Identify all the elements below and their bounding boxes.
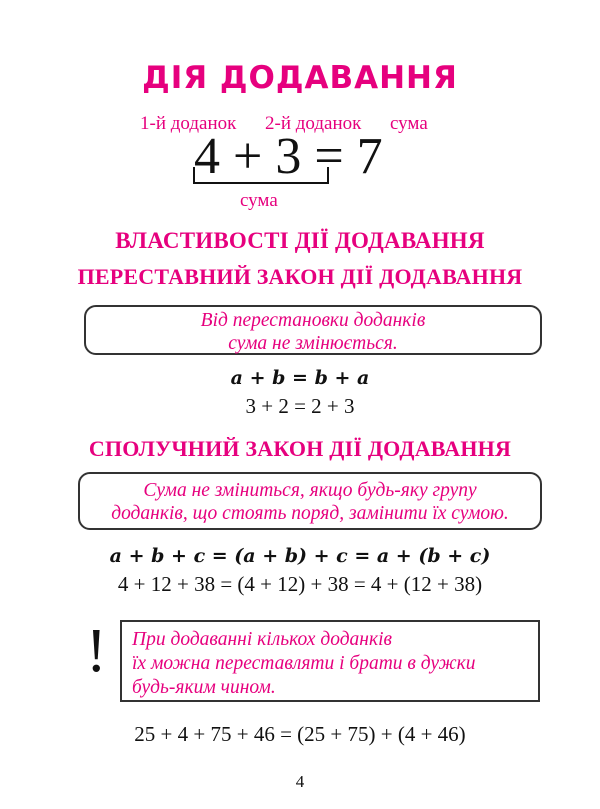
properties-heading: ВЛАСТИВОСТІ ДІЇ ДОДАВАННЯ (115, 228, 485, 253)
sum-label-bottom: сума (240, 190, 278, 211)
note-box (120, 620, 540, 702)
associative-formula: a + b + c = (a + b) + c = a + (b + c) (109, 545, 491, 567)
associative-example: 4 + 12 + 38 = (4 + 12) + 38 = 4 + (12 + 38) (117, 572, 483, 596)
page-title: ДІЯ ДОДАВАННЯ (142, 60, 458, 96)
main-equation: 4 + 3 = 7 (194, 128, 383, 185)
sum-label-top: сума (390, 113, 428, 134)
second-addend-label: 2-й доданок (265, 113, 362, 134)
note-line: При додаванні кількох доданків (132, 629, 392, 650)
note-line: їх можна переставляти і брати в дужки (132, 653, 476, 674)
commutative-example: 3 + 2 = 2 + 3 (245, 394, 355, 418)
note-line: будь-яким чином. (132, 677, 276, 698)
commutative-heading: ПЕРЕСТАВНИЙ ЗАКОН ДІЇ ДОДАВАННЯ (77, 264, 523, 289)
associative-rule-box (78, 472, 542, 530)
exclamation-mark-icon: ! (86, 617, 107, 685)
page-number: 4 (295, 772, 305, 791)
bracket-path (194, 167, 328, 183)
first-addend-label: 1-й доданок (140, 113, 237, 134)
sum-bracket (190, 165, 335, 189)
commutative-rule-box (84, 305, 542, 355)
rule-line: сума не змінюється. (228, 333, 398, 354)
associative-heading: СПОЛУЧНИЙ ЗАКОН ДІЇ ДОДАВАННЯ (88, 436, 512, 461)
final-example: 25 + 4 + 75 + 46 = (25 + 75) + (4 + 46) (134, 722, 466, 746)
rule-line: Від перестановки доданків (200, 310, 426, 331)
rule-line: доданків, що стоять поряд, замінити їх сумою. (111, 503, 509, 524)
rule-line: Сума не зміниться, якщо будь-яку групу (143, 480, 477, 501)
commutative-formula: a + b = b + a (230, 367, 370, 389)
